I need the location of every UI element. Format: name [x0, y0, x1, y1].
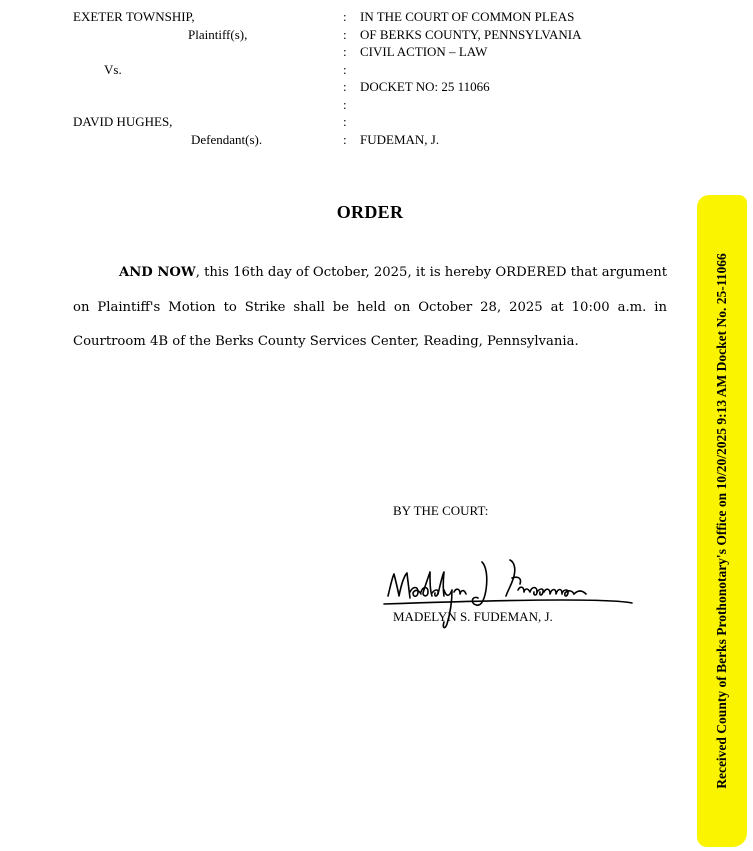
order-body: [73, 256, 667, 360]
plaintiff-role: Plaintiff(s),: [188, 27, 248, 42]
order-title: ORDER: [336, 202, 404, 222]
caption-separator: :: [343, 62, 347, 77]
caption-separator: :: [343, 79, 347, 94]
caption-separator: :: [343, 44, 347, 59]
court-name-line1: IN THE COURT OF COMMON PLEAS: [360, 9, 575, 24]
judge-printed-name: MADELYN S. FUDEMAN, J.: [393, 609, 553, 624]
caption-separator: :: [343, 9, 347, 24]
docket-number: DOCKET NO: 25 11066: [360, 79, 490, 94]
order-text: , this 16th day of October, 2025, it is hereby ORDERED that argument on Plaintiff's Motion to Strike shall be held on October 28, 2025 at 10:00 a.m. in Courtroom 4B of the Berks County Services Center, Reading, Pennsylvania.: [73, 265, 667, 349]
filing-stamp-text: Received County of Berks Prothonotary's Office on 10/20/2025 9:13 AM Docket No. 25-11066: [714, 253, 729, 789]
versus-label: Vs.: [104, 62, 122, 77]
caption-separator: :: [343, 97, 347, 112]
plaintiff-name: EXETER TOWNSHIP,: [73, 9, 195, 24]
defendant-name: DAVID HUGHES,: [73, 114, 173, 129]
order-opening: AND NOW: [119, 265, 196, 280]
court-name-line2: OF BERKS COUNTY, PENNSYLVANIA: [360, 27, 582, 42]
case-type: CIVIL ACTION – LAW: [360, 44, 488, 59]
caption-separator: :: [343, 132, 347, 147]
defendant-role: Defendant(s).: [191, 132, 263, 147]
assigned-judge: FUDEMAN, J.: [360, 132, 440, 147]
by-the-court-label: BY THE COURT:: [393, 503, 489, 518]
caption-separator: :: [343, 27, 347, 42]
caption-separator: :: [343, 114, 347, 129]
